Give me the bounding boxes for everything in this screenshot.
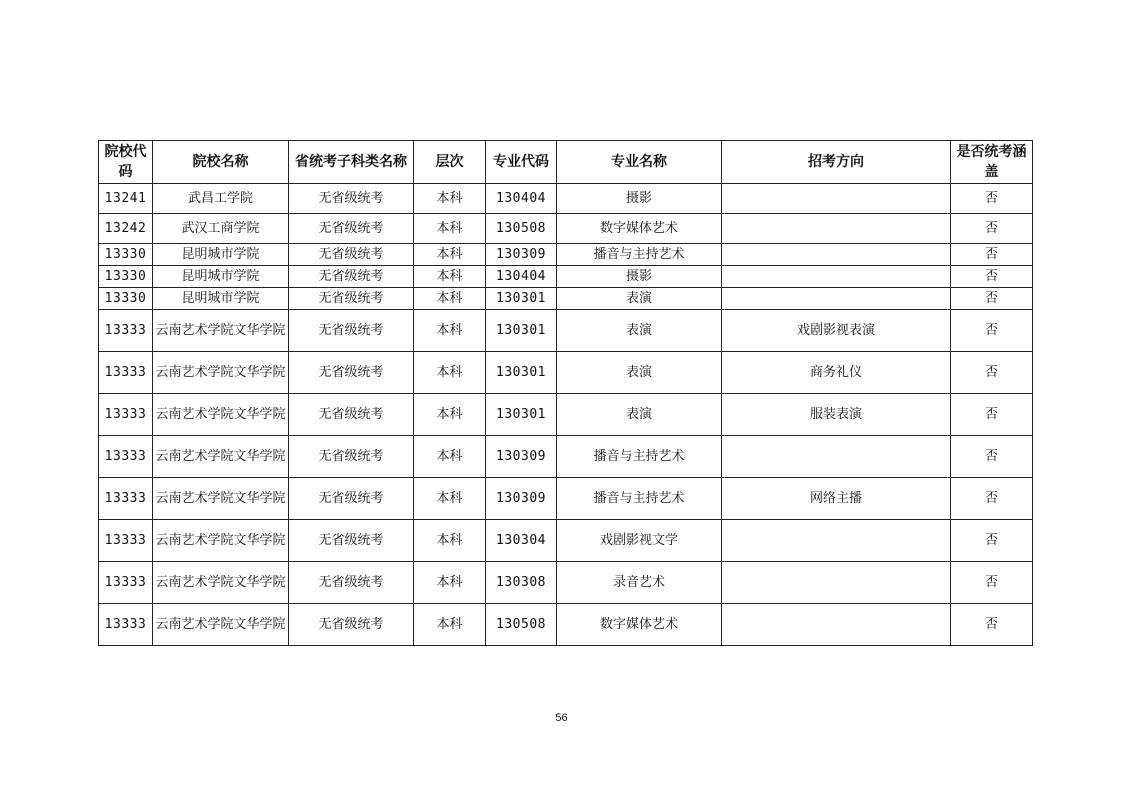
table-row	[99, 394, 1033, 436]
cell-exam-category: 无省级统考	[289, 184, 414, 214]
cell-direction	[722, 244, 951, 266]
cell-covered: 否	[951, 266, 1033, 288]
cell-school-name: 云南艺术学院文华学院	[153, 310, 289, 352]
cell-exam-category: 无省级统考	[289, 520, 414, 562]
cell-direction	[722, 436, 951, 478]
table-row	[99, 244, 1033, 266]
cell-major-code: 130309	[486, 478, 557, 520]
cell-covered: 否	[951, 214, 1033, 244]
cell-school-name: 武昌工学院	[153, 184, 289, 214]
cell-major-name: 播音与主持艺术	[557, 436, 722, 478]
cell-exam-category: 无省级统考	[289, 478, 414, 520]
cell-covered: 否	[951, 310, 1033, 352]
cell-school-code: 13333	[99, 436, 153, 478]
header-school-code: 院校代码	[99, 141, 153, 184]
cell-major-code: 130301	[486, 394, 557, 436]
cell-major-code: 130308	[486, 562, 557, 604]
cell-direction	[722, 604, 951, 646]
cell-school-name: 昆明城市学院	[153, 244, 289, 266]
cell-level: 本科	[414, 436, 486, 478]
cell-level: 本科	[414, 394, 486, 436]
cell-major-name: 表演	[557, 394, 722, 436]
cell-school-code: 13242	[99, 214, 153, 244]
cell-level: 本科	[414, 266, 486, 288]
table-row	[99, 184, 1033, 214]
cell-covered: 否	[951, 244, 1033, 266]
cell-school-code: 13333	[99, 520, 153, 562]
cell-school-name: 昆明城市学院	[153, 266, 289, 288]
cell-exam-category: 无省级统考	[289, 244, 414, 266]
cell-direction: 网络主播	[722, 478, 951, 520]
cell-direction	[722, 520, 951, 562]
cell-school-code: 13333	[99, 394, 153, 436]
cell-major-name: 播音与主持艺术	[557, 478, 722, 520]
cell-major-code: 130309	[486, 244, 557, 266]
table-row	[99, 214, 1033, 244]
cell-major-code: 130404	[486, 266, 557, 288]
cell-school-code: 13330	[99, 266, 153, 288]
cell-school-code: 13330	[99, 288, 153, 310]
cell-level: 本科	[414, 562, 486, 604]
page-number: 56	[555, 712, 568, 724]
table-row	[99, 310, 1033, 352]
cell-major-name: 数字媒体艺术	[557, 214, 722, 244]
cell-school-code: 13333	[99, 310, 153, 352]
cell-direction: 戏剧影视表演	[722, 310, 951, 352]
cell-major-code: 130301	[486, 288, 557, 310]
cell-major-name: 表演	[557, 352, 722, 394]
cell-exam-category: 无省级统考	[289, 310, 414, 352]
header-major-name: 专业名称	[557, 141, 722, 184]
cell-covered: 否	[951, 520, 1033, 562]
cell-major-code: 130301	[486, 310, 557, 352]
cell-covered: 否	[951, 436, 1033, 478]
cell-exam-category: 无省级统考	[289, 288, 414, 310]
cell-school-name: 云南艺术学院文华学院	[153, 436, 289, 478]
table-row	[99, 604, 1033, 646]
cell-major-name: 表演	[557, 288, 722, 310]
cell-school-code: 13333	[99, 562, 153, 604]
cell-covered: 否	[951, 184, 1033, 214]
cell-direction	[722, 288, 951, 310]
header-direction: 招考方向	[722, 141, 951, 184]
cell-major-code: 130304	[486, 520, 557, 562]
cell-level: 本科	[414, 244, 486, 266]
header-row	[99, 141, 1033, 184]
cell-school-code: 13333	[99, 352, 153, 394]
cell-school-code: 13333	[99, 478, 153, 520]
cell-major-name: 摄影	[557, 266, 722, 288]
cell-major-name: 戏剧影视文学	[557, 520, 722, 562]
cell-direction	[722, 214, 951, 244]
cell-major-code: 130301	[486, 352, 557, 394]
cell-level: 本科	[414, 214, 486, 244]
cell-major-code: 130508	[486, 604, 557, 646]
cell-covered: 否	[951, 562, 1033, 604]
cell-major-name: 数字媒体艺术	[557, 604, 722, 646]
cell-school-name: 武汉工商学院	[153, 214, 289, 244]
admissions-table	[98, 140, 1033, 646]
cell-level: 本科	[414, 352, 486, 394]
cell-direction	[722, 266, 951, 288]
cell-major-code: 130309	[486, 436, 557, 478]
cell-major-name: 摄影	[557, 184, 722, 214]
header-exam-category: 省统考子科类名称	[289, 141, 414, 184]
cell-school-name: 云南艺术学院文华学院	[153, 520, 289, 562]
cell-school-name: 云南艺术学院文华学院	[153, 394, 289, 436]
cell-level: 本科	[414, 184, 486, 214]
table-row	[99, 266, 1033, 288]
header-covered: 是否统考涵盖	[951, 141, 1033, 184]
cell-exam-category: 无省级统考	[289, 352, 414, 394]
cell-school-name: 云南艺术学院文华学院	[153, 478, 289, 520]
cell-exam-category: 无省级统考	[289, 214, 414, 244]
table-row	[99, 478, 1033, 520]
cell-direction: 服装表演	[722, 394, 951, 436]
cell-exam-category: 无省级统考	[289, 604, 414, 646]
header-level: 层次	[414, 141, 486, 184]
cell-level: 本科	[414, 604, 486, 646]
table-row	[99, 520, 1033, 562]
cell-school-name: 云南艺术学院文华学院	[153, 352, 289, 394]
cell-major-name: 录音艺术	[557, 562, 722, 604]
cell-major-name: 播音与主持艺术	[557, 244, 722, 266]
cell-major-name: 表演	[557, 310, 722, 352]
table-row	[99, 352, 1033, 394]
cell-covered: 否	[951, 394, 1033, 436]
cell-school-name: 昆明城市学院	[153, 288, 289, 310]
cell-school-code: 13333	[99, 604, 153, 646]
cell-covered: 否	[951, 288, 1033, 310]
cell-school-name: 云南艺术学院文华学院	[153, 604, 289, 646]
cell-exam-category: 无省级统考	[289, 562, 414, 604]
cell-exam-category: 无省级统考	[289, 394, 414, 436]
header-major-code: 专业代码	[486, 141, 557, 184]
cell-level: 本科	[414, 478, 486, 520]
cell-school-name: 云南艺术学院文华学院	[153, 562, 289, 604]
cell-exam-category: 无省级统考	[289, 266, 414, 288]
cell-level: 本科	[414, 310, 486, 352]
cell-level: 本科	[414, 288, 486, 310]
cell-covered: 否	[951, 352, 1033, 394]
table-row	[99, 436, 1033, 478]
cell-covered: 否	[951, 478, 1033, 520]
table-row	[99, 562, 1033, 604]
cell-direction: 商务礼仪	[722, 352, 951, 394]
cell-school-code: 13241	[99, 184, 153, 214]
cell-direction	[722, 184, 951, 214]
cell-covered: 否	[951, 604, 1033, 646]
cell-level: 本科	[414, 520, 486, 562]
cell-exam-category: 无省级统考	[289, 436, 414, 478]
cell-school-code: 13330	[99, 244, 153, 266]
table-row	[99, 288, 1033, 310]
cell-direction	[722, 562, 951, 604]
header-school-name: 院校名称	[153, 141, 289, 184]
cell-major-code: 130404	[486, 184, 557, 214]
cell-major-code: 130508	[486, 214, 557, 244]
